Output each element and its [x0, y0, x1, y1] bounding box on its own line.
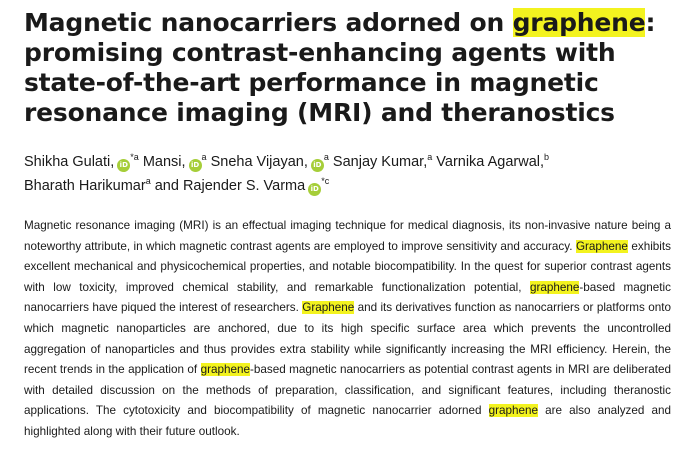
abstract-text: are also analyzed and highlighted along with their future outlook. — [24, 404, 671, 438]
abstract-text: exhibits excellent mechanical and physicochemical properties, and notable biocompatibility. In the quest for superior contrast agents with low toxicity, improved chemical stability, and remarkable functionalization potential, — [24, 239, 671, 294]
orcid-icon[interactable]: iD — [189, 159, 202, 172]
author — [24, 154, 139, 170]
author — [211, 154, 329, 170]
author-name: and Rajender S. Varma — [154, 178, 306, 194]
author-name: Sneha Vijayan, — [210, 154, 308, 170]
author — [333, 154, 432, 170]
author — [24, 178, 151, 194]
affiliation-marker: a — [201, 152, 207, 162]
abstract — [24, 216, 671, 443]
author — [436, 154, 549, 170]
orcid-icon[interactable]: iD — [308, 183, 321, 196]
affiliation-marker: *c — [321, 176, 330, 186]
author-name: Bharath Harikumar — [24, 178, 146, 194]
author-name: Mansi, — [142, 154, 186, 170]
paper-title — [24, 8, 671, 128]
author-name: Shikha Gulati, — [24, 154, 115, 170]
affiliation-marker: a — [323, 152, 329, 162]
orcid-icon[interactable]: iD — [117, 159, 130, 172]
abstract-text: Magnetic resonance imaging (MRI) is an effectual imaging technique for medical diagnosis, its non-invasive nature being a noteworthy attribute, in which magnetic contrast agents are employed to improve sensitivity and accuracy. — [24, 219, 671, 253]
title-highlight: graphene — [512, 8, 646, 37]
affiliation-marker: a — [427, 152, 433, 162]
abstract-text: and its derivatives function as nanocarriers or platforms onto which magnetic nanoparticles are anchored, due to its high specific surface area which prevents the uncontrolled aggregation of nanoparticles and thus provides extra stability while significantly increasing the MRI efficiency. Herein, the recent trends in the application of — [24, 301, 671, 377]
highlighted-term: Graphene — [302, 301, 355, 315]
author-name: Varnika Agarwal, — [436, 154, 545, 170]
highlighted-term: graphene — [200, 363, 250, 377]
author — [143, 154, 207, 170]
affiliation-marker: a — [145, 176, 151, 186]
title-text-1: Magnetic nanocarriers adorned on — [24, 8, 513, 37]
highlighted-term: graphene — [529, 280, 580, 294]
highlighted-term: Graphene — [575, 239, 628, 253]
affiliation-marker: b — [544, 152, 550, 162]
author — [155, 178, 329, 194]
title-text-2: : promising contrast-enhancing agents with state-of-the-art performance in magnetic resonance imaging (MRI) and theranostics — [24, 8, 656, 127]
author-name: Sanjay Kumar, — [332, 154, 428, 170]
affiliation-marker: *a — [130, 152, 139, 162]
abstract-text: -based magnetic nanocarriers have piqued the interest of researchers. — [24, 280, 671, 315]
author-list — [24, 148, 671, 196]
highlighted-term: graphene — [488, 404, 538, 418]
orcid-icon[interactable]: iD — [311, 159, 324, 172]
abstract-text: -based magnetic nanocarriers as potential contrast agents in MRI are deliberated with detailed discussion on the methods of preparation, classification, and significant features, including theranostic applications. The cytotoxicity and biocompatibility of magnetic nanocarrier adorned — [24, 363, 671, 418]
